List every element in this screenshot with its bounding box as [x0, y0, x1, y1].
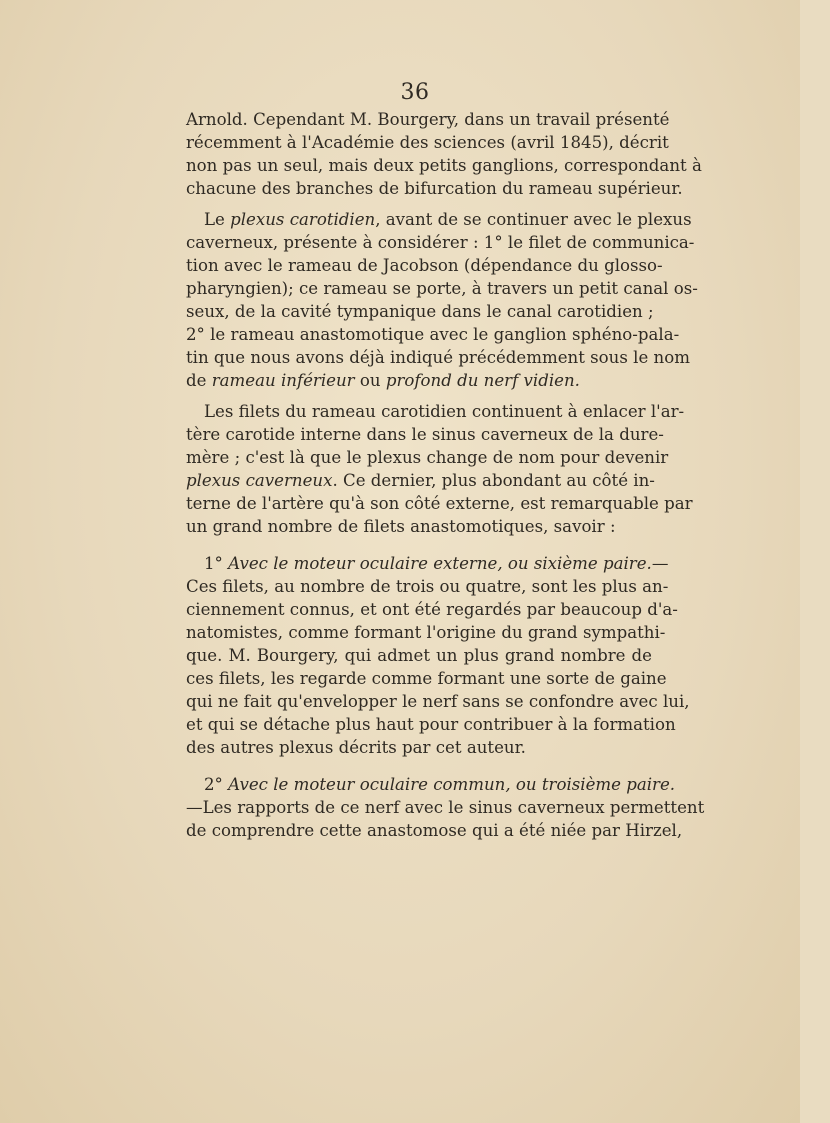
text-segment: ciennement connus, et ont été regardés par beaucoup d'a- — [186, 600, 678, 619]
text-segment: tin que nous avons déjà indiqué précédemment sous le nom — [186, 348, 690, 367]
text-segment: Le — [204, 210, 231, 229]
text-segment: que. M. Bourgery, qui admet un plus grand nombre de — [186, 646, 652, 665]
text-segment: qui ne fait qu'envelopper le nerf sans se confondre avec lui, — [186, 692, 690, 711]
text-segment: Ces filets, au nombre de trois ou quatre, sont les plus an- — [186, 577, 669, 596]
text-line — [186, 423, 664, 446]
italic-text: rameau inférieur — [211, 371, 355, 390]
paragraph — [186, 108, 702, 200]
text-line — [186, 231, 695, 254]
paragraph — [186, 773, 705, 842]
text-segment: — — [651, 554, 669, 573]
text-segment: pharyngien); ce rameau se porte, à travers un petit canal os- — [186, 279, 698, 298]
body-text — [186, 108, 705, 842]
italic-text: plexus caverneux — [186, 471, 333, 490]
text-line — [186, 208, 692, 231]
text-line — [186, 598, 678, 621]
text-line — [186, 575, 669, 598]
text-line — [186, 323, 680, 346]
text-segment: terne de l'artère qu'à son côté externe, est remarquable par — [186, 494, 693, 513]
text-segment: . Ce dernier, plus abondant au côté in- — [332, 471, 655, 490]
text-line — [186, 515, 652, 538]
text-segment: , avant de se continuer avec le plexus — [375, 210, 692, 229]
text-segment: Arnold. Cependant M. Bourgery, dans un travail présenté — [186, 110, 670, 129]
text-segment: caverneux, présente à considérer : 1° le filet de communica- — [186, 233, 695, 252]
text-line — [186, 713, 676, 736]
text-segment: ou — [354, 371, 386, 390]
text-line — [186, 254, 663, 277]
italic-text: Avec le moteur oculaire externe, ou sixième paire. — [228, 554, 652, 573]
paragraph — [186, 552, 690, 759]
text-segment: tion avec le rameau de Jacobson (dépendance du glosso- — [186, 256, 663, 275]
text-line — [186, 400, 685, 423]
text-segment: 2° — [204, 775, 229, 794]
text-segment: un grand nombre de filets anastomotiques, savoir : — [186, 517, 616, 536]
text-segment: seux, de la cavité tympanique dans le canal carotidien ; — [186, 302, 654, 321]
text-segment: ces filets, les regarde comme formant une sorte de gaine — [186, 669, 667, 688]
text-segment: non pas un seul, mais deux petits ganglions, correspondant à — [186, 156, 702, 175]
text-line — [186, 469, 655, 492]
text-segment: —Les rapports de ce nerf avec le sinus caverneux permettent — [186, 798, 705, 817]
text-segment: mère ; c'est là que le plexus change de nom pour devenir — [186, 448, 669, 467]
text-segment: chacune des branches de bifurcation du rameau supérieur. — [186, 179, 683, 198]
text-line — [186, 667, 667, 690]
text-line — [186, 446, 669, 469]
text-segment: récemment à l'Académie des sciences (avril 1845), décrit — [186, 133, 669, 152]
text-line — [186, 492, 693, 515]
italic-text: plexus carotidien — [230, 210, 376, 229]
italic-text: profond du nerf vidien. — [385, 371, 580, 390]
text-line — [186, 277, 698, 300]
text-line — [186, 736, 652, 759]
page-number: 36 — [400, 80, 430, 105]
text-line — [186, 773, 676, 796]
paragraph — [186, 208, 698, 392]
text-line — [186, 621, 666, 644]
text-line — [186, 552, 669, 575]
text-line — [186, 819, 683, 842]
text-line — [186, 346, 690, 369]
text-segment: de — [186, 371, 212, 390]
italic-text: Avec le moteur oculaire commun, ou troisième paire. — [228, 775, 676, 794]
text-line — [186, 796, 705, 819]
text-segment: de comprendre cette anastomose qui a été niée par Hirzel, — [186, 821, 683, 840]
text-line — [186, 369, 652, 392]
text-line — [186, 108, 670, 131]
text-segment: natomistes, comme formant l'origine du grand sympathi- — [186, 623, 666, 642]
text-line — [186, 690, 690, 713]
text-segment: tère carotide interne dans le sinus caverneux de la dure- — [186, 425, 664, 444]
text-segment: et qui se détache plus haut pour contribuer à la formation — [186, 715, 676, 734]
text-segment: des autres plexus décrits par cet auteur. — [186, 738, 526, 757]
text-line — [186, 177, 683, 200]
paragraph — [186, 400, 693, 538]
text-segment: 1° — [204, 554, 229, 573]
text-line — [186, 131, 669, 154]
text-line — [186, 300, 652, 323]
text-segment: 2° le rameau anastomotique avec le ganglion sphéno-pala- — [186, 325, 680, 344]
text-line — [186, 644, 652, 667]
text-line — [186, 154, 702, 177]
text-segment: Les filets du rameau carotidien continuent à enlacer l'ar- — [204, 402, 685, 421]
